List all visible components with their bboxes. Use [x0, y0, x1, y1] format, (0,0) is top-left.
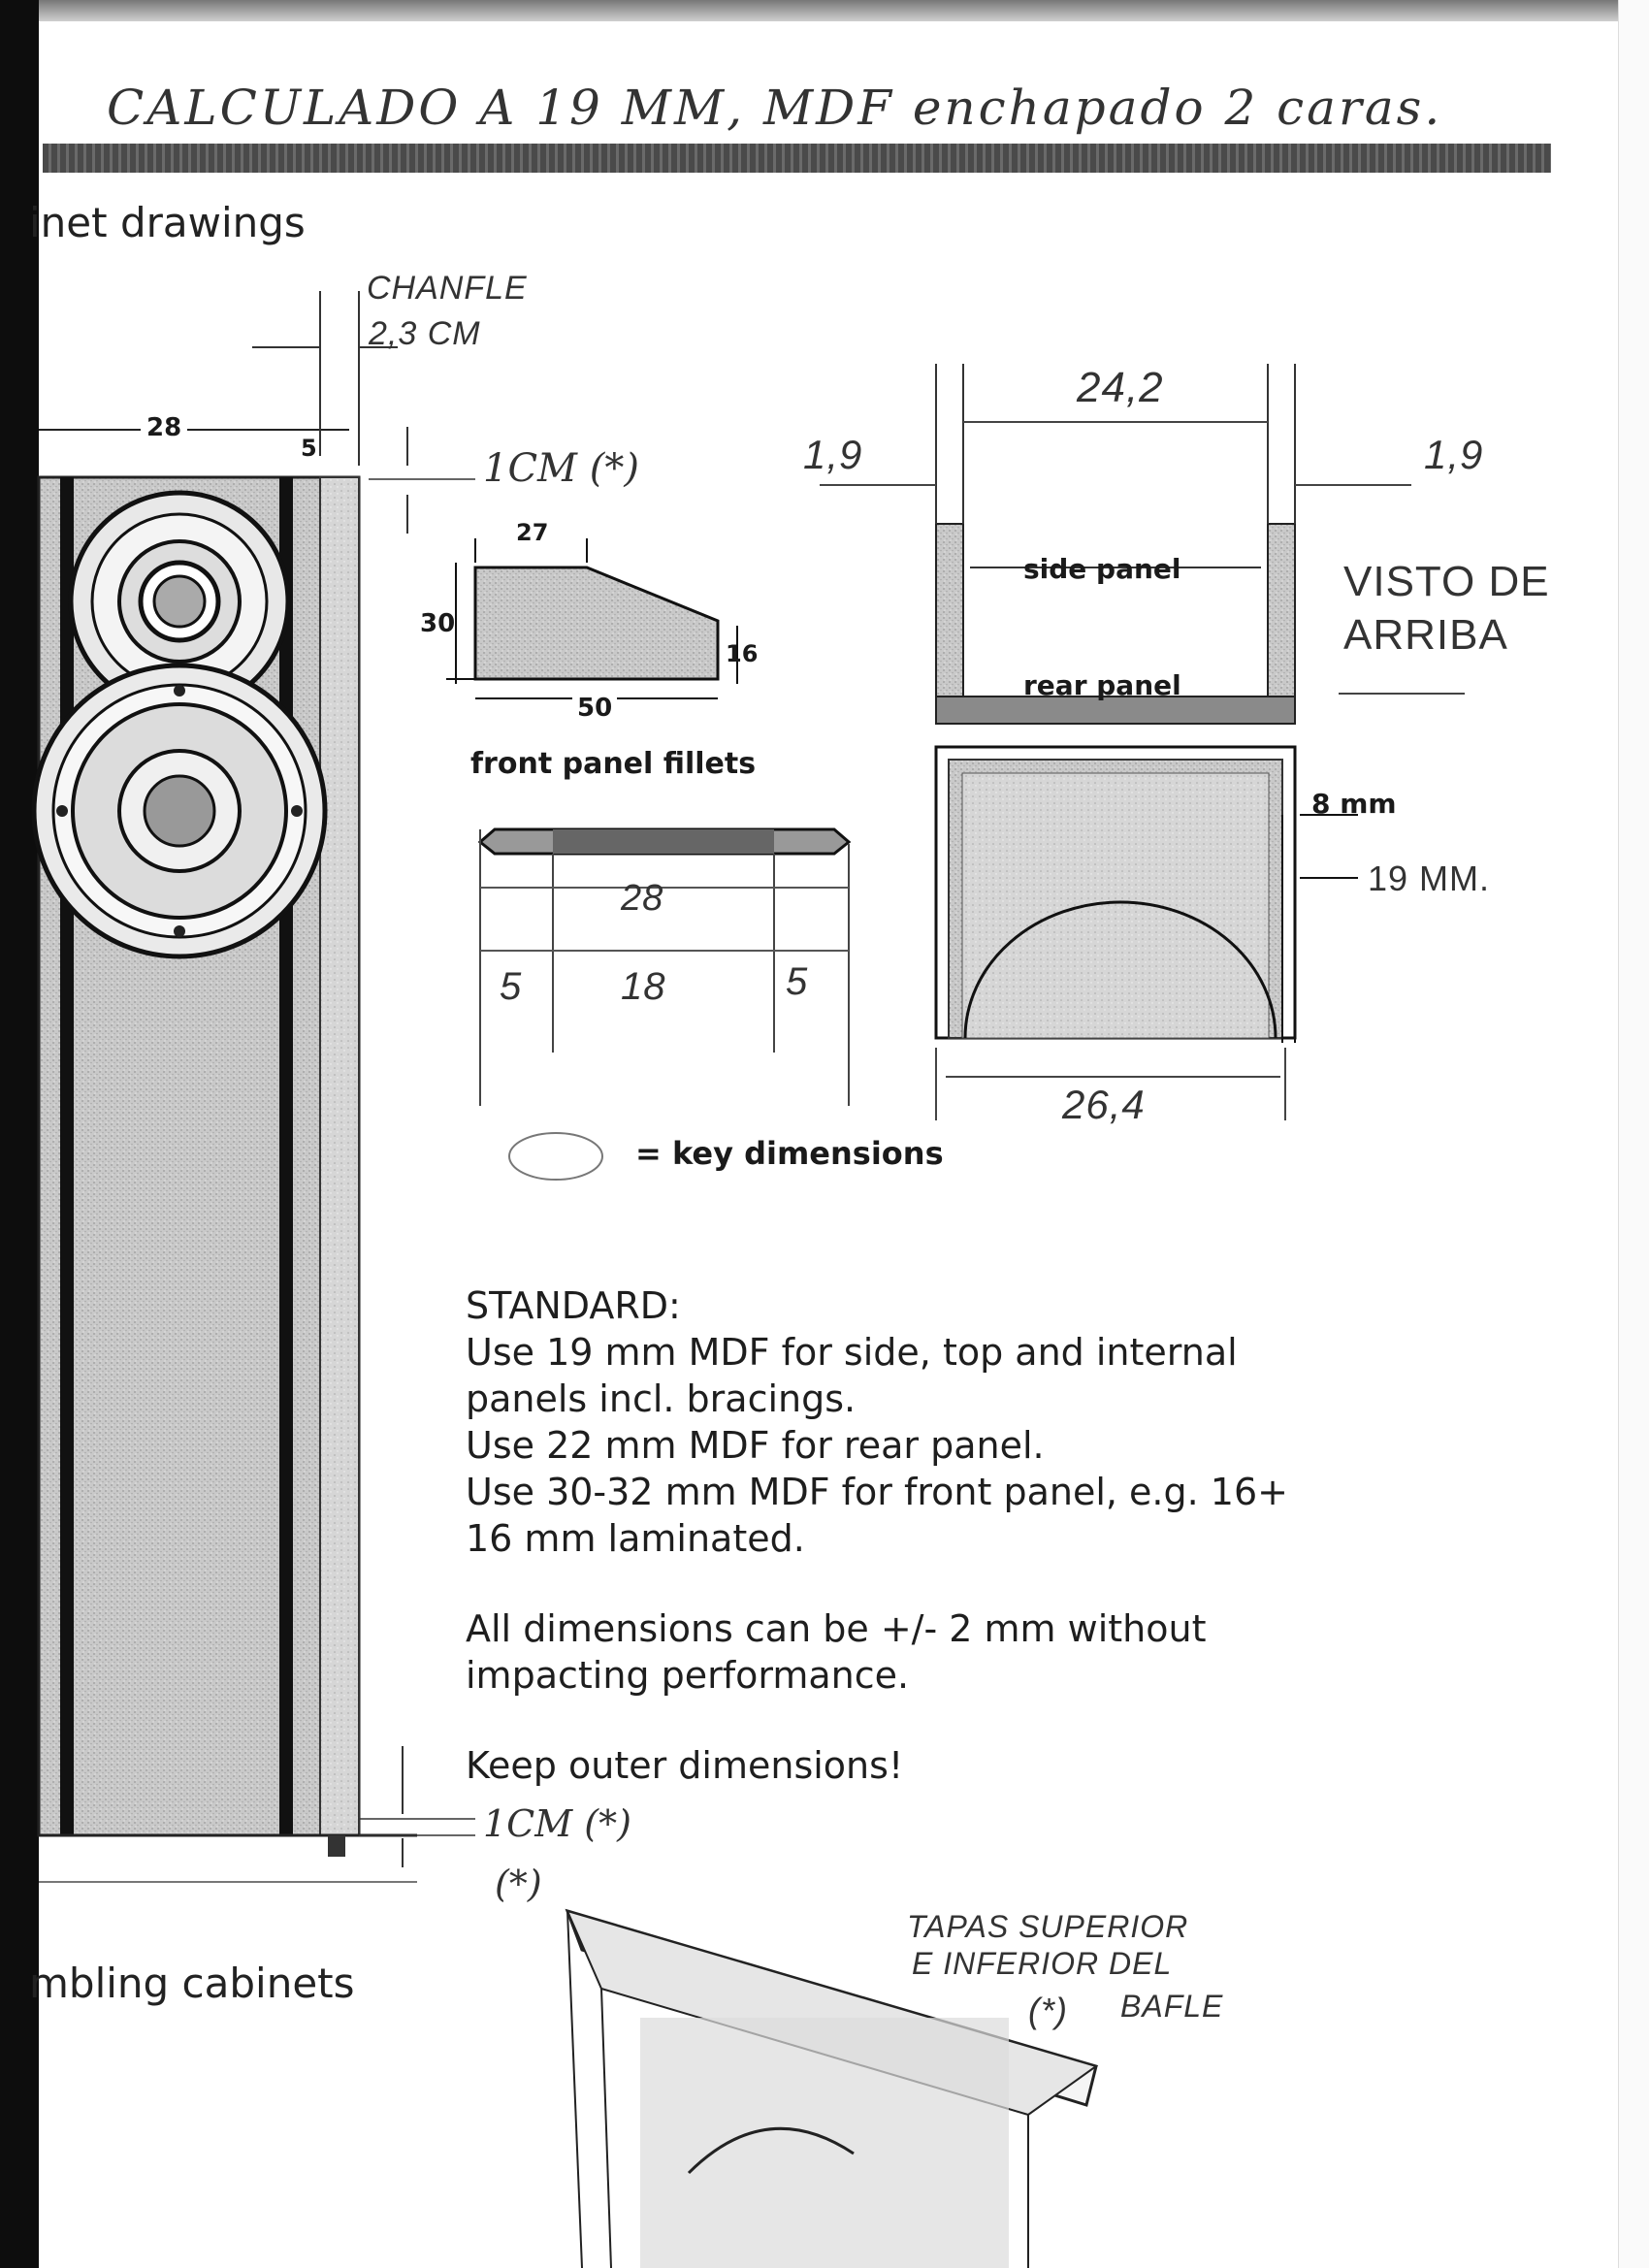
- speaker-front-view: [34, 291, 475, 1882]
- front-5-right-label: 5: [786, 960, 809, 1003]
- handwritten-header: CALCULADO A 19 MM, MDF enchapado 2 caras.: [107, 80, 1443, 136]
- dim-28-label: 28: [141, 413, 187, 442]
- standard-line: Use 19 mm MDF for side, top and internal: [466, 1331, 1238, 1374]
- arriba-label: ARRIBA: [1343, 611, 1508, 659]
- chanfle-value: 2,3 CM: [369, 315, 481, 352]
- keep-dimensions-note: Keep outer dimensions!: [466, 1744, 904, 1787]
- tapas-star: (*): [1028, 1991, 1068, 2030]
- front-28-label: 28: [621, 878, 664, 919]
- bottom-26-4-label: 26,4: [1062, 1082, 1146, 1127]
- section-title-drawings: inet drawings: [29, 199, 306, 246]
- key-dimensions-label: = key dimensions: [635, 1135, 944, 1172]
- front-panel-fillet: [446, 538, 737, 698]
- key-ellipse: [509, 1133, 602, 1180]
- front-5-left-label: 5: [500, 965, 523, 1008]
- top-gap-label: 1CM (*): [483, 446, 639, 491]
- top-24-2-label: 24,2: [1077, 364, 1164, 411]
- standard-line: Use 22 mm MDF for rear panel.: [466, 1424, 1045, 1467]
- section-title-assembling: mbling cabinets: [29, 1960, 355, 2007]
- standard-notes: [466, 1282, 1288, 1789]
- fillet-16-label: 16: [726, 640, 759, 667]
- tolerance-line: impacting performance.: [466, 1654, 910, 1697]
- visto-de-label: VISTO DE: [1343, 558, 1550, 605]
- cabinet-front-view: [936, 694, 1465, 1120]
- chanfle-label: CHANFLE: [367, 270, 528, 307]
- side-panel-label: side panel: [1023, 553, 1181, 585]
- standard-line: panels incl. bracings.: [466, 1377, 857, 1420]
- standard-line: Use 30-32 mm MDF for front panel, e.g. 16+: [466, 1471, 1288, 1513]
- tapas-line-3: BAFLE: [1120, 1989, 1224, 2024]
- rear-panel-label: rear panel: [1023, 669, 1181, 701]
- fillet-50-label: 50: [572, 694, 617, 723]
- tolerance-line: All dimensions can be +/- 2 mm without: [466, 1607, 1207, 1650]
- bottom-gap-label: 1CM (*): [483, 1802, 631, 1845]
- top-1-9-left-label: 1,9: [803, 432, 863, 477]
- woofer-driver: [34, 665, 325, 956]
- top-1-9-right-label: 1,9: [1424, 432, 1484, 477]
- mm-19-label: 19 MM.: [1368, 859, 1491, 898]
- star-note: (*): [495, 1863, 542, 1905]
- standard-line: 16 mm laminated.: [466, 1517, 805, 1560]
- tapas-line-2: E INFERIOR DEL: [912, 1946, 1173, 1981]
- dim-5-label: 5: [301, 435, 317, 462]
- fillet-27-label: 27: [516, 519, 549, 546]
- standard-heading: STANDARD:: [466, 1284, 681, 1327]
- tapas-line-1: TAPAS SUPERIOR: [907, 1909, 1189, 1944]
- fillet-caption: front panel fillets: [470, 747, 757, 781]
- mm-8-label: 8 mm: [1311, 788, 1397, 820]
- fillet-30-label: 30: [420, 609, 456, 638]
- front-18-label: 18: [621, 965, 666, 1008]
